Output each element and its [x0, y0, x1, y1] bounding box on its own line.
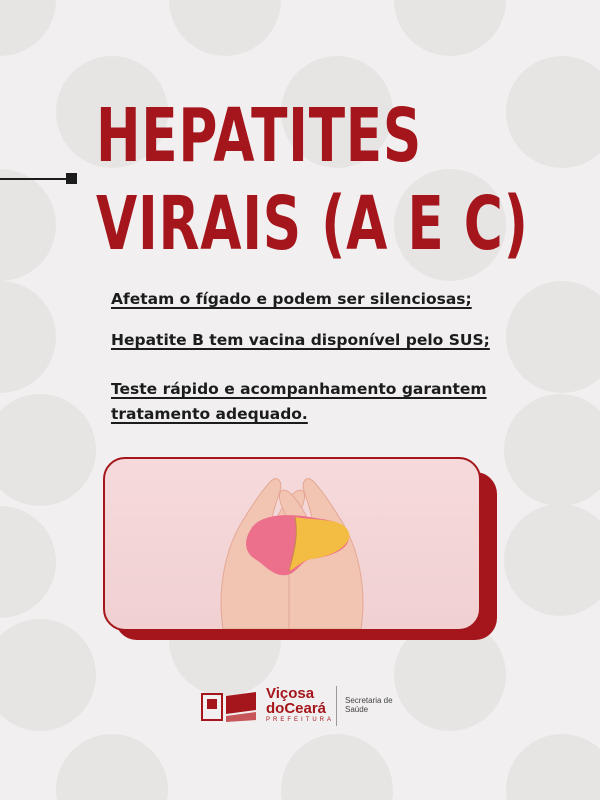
bullet-rapid-test: Teste rápido e acompanhamento garantem tratamento adequado.: [111, 380, 487, 423]
bullet-liver-silent: Afetam o fígado e podem ser silenciosas;: [111, 290, 472, 308]
title-line-2: VIRAIS (A E C): [96, 181, 529, 267]
liver-in-hands-icon: [105, 459, 479, 629]
logo-subtitle: PREFEITURA: [266, 717, 335, 723]
page-title: [96, 92, 529, 268]
logo-divider: [336, 686, 337, 726]
logo-name-line-1: Viçosa: [266, 685, 315, 702]
footer-logo: [200, 684, 430, 730]
department-name: Secretaria de Saúde: [345, 696, 393, 714]
logo-name-line-2: doCeará: [266, 700, 327, 717]
liver-hands-photo: [103, 457, 481, 631]
title-accent-line: [0, 178, 68, 180]
city-emblem-icon: [200, 688, 260, 724]
bullet-hepatitis-b-vaccine: Hepatite B tem vacina disponível pelo SUS;: [111, 331, 490, 349]
title-line-1: HEPATITES: [96, 93, 423, 179]
title-accent-square: [66, 173, 77, 184]
